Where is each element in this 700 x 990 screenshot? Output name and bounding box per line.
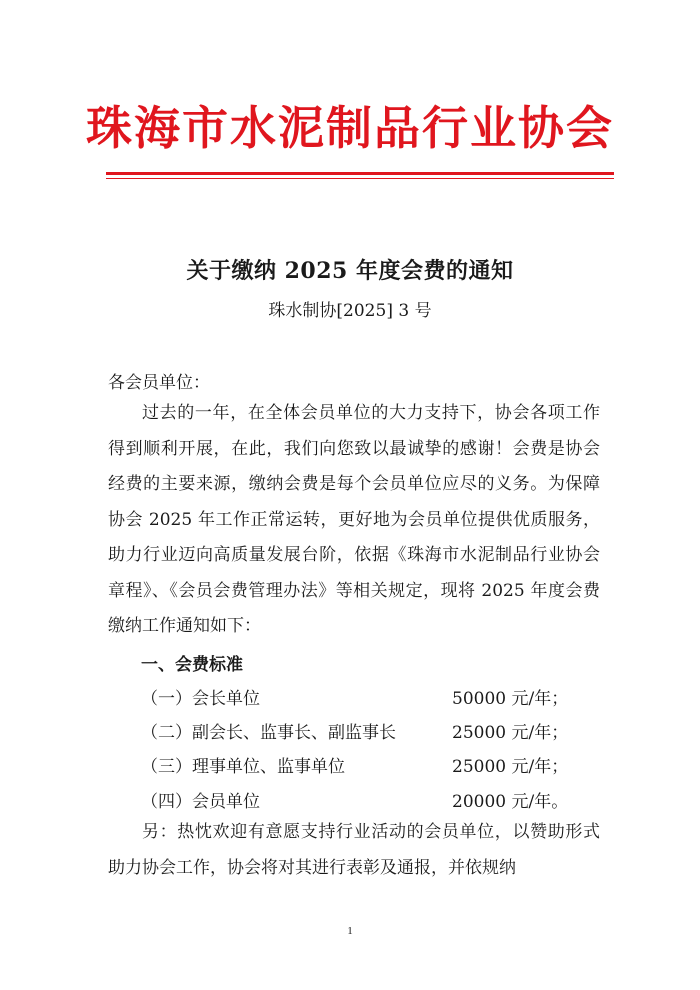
fee-label: （二）副会长、监事长、副监事长 bbox=[141, 723, 396, 743]
fee-amount: 25000 元/年； bbox=[452, 723, 569, 743]
fee-amount: 50000 元/年； bbox=[452, 689, 569, 709]
document-number: 珠水制协[2025] 3 号 bbox=[268, 301, 432, 321]
salutation: 各会员单位： bbox=[108, 373, 210, 393]
organization-header: 珠海市水泥制品行业协会 bbox=[86, 101, 614, 155]
page-number: 1 bbox=[347, 925, 353, 937]
fee-label: （一）会长单位 bbox=[141, 689, 260, 709]
fee-amount: 20000 元/年。 bbox=[452, 792, 569, 812]
fee-row bbox=[141, 684, 601, 714]
document-title: 关于缴纳 2025 年度会费的通知 bbox=[186, 258, 514, 284]
header-rule-thin bbox=[106, 178, 614, 179]
note-paragraph: 另：热忱欢迎有意愿支持行业活动的会员单位，以赞助形式助力协会工作，协会将对其进行表彰及通报，并依规纳 bbox=[108, 822, 600, 878]
fee-amount: 25000 元/年； bbox=[452, 757, 569, 777]
fee-label: （四）会员单位 bbox=[141, 792, 260, 812]
body-paragraph: 过去的一年，在全体会员单位的大力支持下，协会各项工作得到顺利开展，在此，我们向您致以最诚挚的感谢！会费是协会经费的主要来源，缴纳会费是每个会员单位应尽的义务。为保障协会 2025 年工作正常运转，更好地为会员单位提供优质服务，助力行业迈向高质量发展台阶，依据《珠海市水泥制品行业协会章程》、《会员会费管理办法》等相关规定，现将 2025 年度会费缴纳工作通知如下： bbox=[108, 403, 600, 636]
fee-row bbox=[141, 752, 601, 782]
header-rule-thick bbox=[106, 172, 614, 175]
fee-row bbox=[141, 718, 601, 748]
section-heading: 一、会费标准 bbox=[141, 655, 243, 675]
fee-row bbox=[141, 787, 601, 817]
fee-label: （三）理事单位、监事单位 bbox=[141, 757, 345, 777]
